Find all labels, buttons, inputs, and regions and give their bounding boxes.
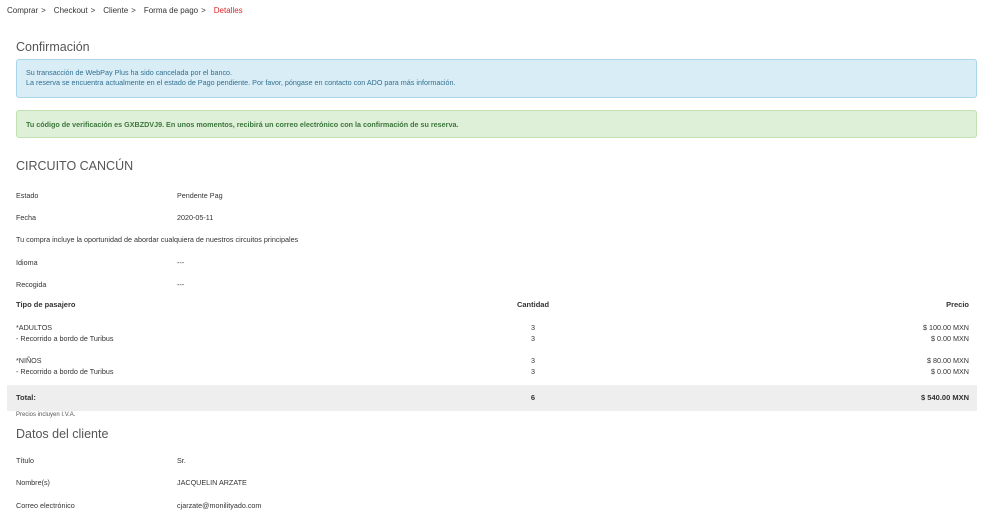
fecha-value: 2020-05-11 <box>177 212 214 222</box>
correo-label: Correo electrónico <box>16 500 75 510</box>
iva-note: Precios incluyen I.V.A. <box>16 412 76 418</box>
titulo-row <box>16 454 186 466</box>
idioma-value: --- <box>177 257 185 267</box>
success-alert <box>16 110 977 138</box>
breadcrumb-separator: > <box>90 5 96 15</box>
passenger-price: $ 0.00 MXN <box>931 367 969 376</box>
breadcrumb-separator: > <box>131 5 136 15</box>
breadcrumb-separator: > <box>41 5 46 15</box>
success-alert-message: Tu código de verificación es GXBZDVJ9. En unos momentos, recibirá un correo electrónico con la confirmación de su reserva. <box>26 120 459 129</box>
passenger-type: *NIÑOS <box>16 356 42 365</box>
breadcrumb-comprar[interactable]: Comprar <box>7 5 39 15</box>
header-precio: Precio <box>946 300 969 309</box>
tour-description-text: Tu compra incluye la oportunidad de abordar cualquiera de nuestros circuitos principales <box>16 234 299 244</box>
passenger-row: *NIÑOS 3 $ 80.00 MXN <box>16 356 969 365</box>
breadcrumb-forma-de-pago[interactable]: Forma de pago <box>143 5 199 15</box>
passenger-type: *ADULTOS <box>16 323 53 332</box>
tour-title: CIRCUITO CANCÚN <box>16 159 134 173</box>
estado-row <box>16 189 223 201</box>
breadcrumb <box>7 4 243 16</box>
info-alert <box>16 59 977 98</box>
titulo-label: Título <box>16 455 34 465</box>
correo-row <box>16 499 261 511</box>
recogida-row <box>16 278 184 290</box>
recogida-label: Recogida <box>16 279 47 289</box>
breadcrumb-cliente[interactable]: Cliente <box>103 5 129 15</box>
estado-label: Estado <box>16 190 39 200</box>
estado-value: Pendente Pag <box>177 190 223 200</box>
passenger-price: $ 100.00 MXN <box>923 323 969 332</box>
total-row: Total: 6 $ 540.00 MXN <box>7 385 977 411</box>
passenger-row: - Recorrido a bordo de Turibus 3 $ 0.00 MXN <box>16 367 969 376</box>
total-label: Total: <box>16 393 36 402</box>
passenger-row: - Recorrido a bordo de Turibus 3 $ 0.00 MXN <box>16 334 969 343</box>
fecha-row <box>16 211 213 223</box>
header-tipo: Tipo de pasajero <box>16 300 76 309</box>
correo-value: cjarzate@monilityado.com <box>177 500 262 510</box>
nombre-value: JACQUELIN ARZATE <box>177 477 247 487</box>
breadcrumb-checkout[interactable]: Checkout <box>53 5 88 15</box>
titulo-value: Sr. <box>177 455 186 465</box>
nombre-label: Nombre(s) <box>16 477 50 487</box>
total-price: $ 540.00 MXN <box>921 393 969 402</box>
fecha-label: Fecha <box>16 212 36 222</box>
passenger-price: $ 0.00 MXN <box>931 334 969 343</box>
nombre-row <box>16 476 247 488</box>
passenger-type: - Recorrido a bordo de Turibus <box>16 334 114 343</box>
passenger-type: - Recorrido a bordo de Turibus <box>16 367 114 376</box>
recogida-value: --- <box>177 279 185 289</box>
idioma-label: Idioma <box>16 257 38 267</box>
confirmation-title: Confirmación <box>16 40 90 54</box>
breadcrumb-separator: > <box>201 5 206 15</box>
info-alert-line1: Su transacción de WebPay Plus ha sido cancelada por el banco. <box>26 68 233 77</box>
tour-description <box>16 233 298 245</box>
info-alert-line2: La reserva se encuentra actualmente en el estado de Pago pendiente. Por favor, póngase en contacto con ADO para más información. <box>26 78 456 87</box>
passenger-table-header: Tipo de pasajero Cantidad Precio <box>16 300 969 309</box>
breadcrumb-detalles: Detalles <box>213 5 243 15</box>
client-title: Datos del cliente <box>16 427 109 441</box>
passenger-row: *ADULTOS 3 $ 100.00 MXN <box>16 323 969 332</box>
passenger-price: $ 80.00 MXN <box>927 356 969 365</box>
idioma-row <box>16 256 184 268</box>
